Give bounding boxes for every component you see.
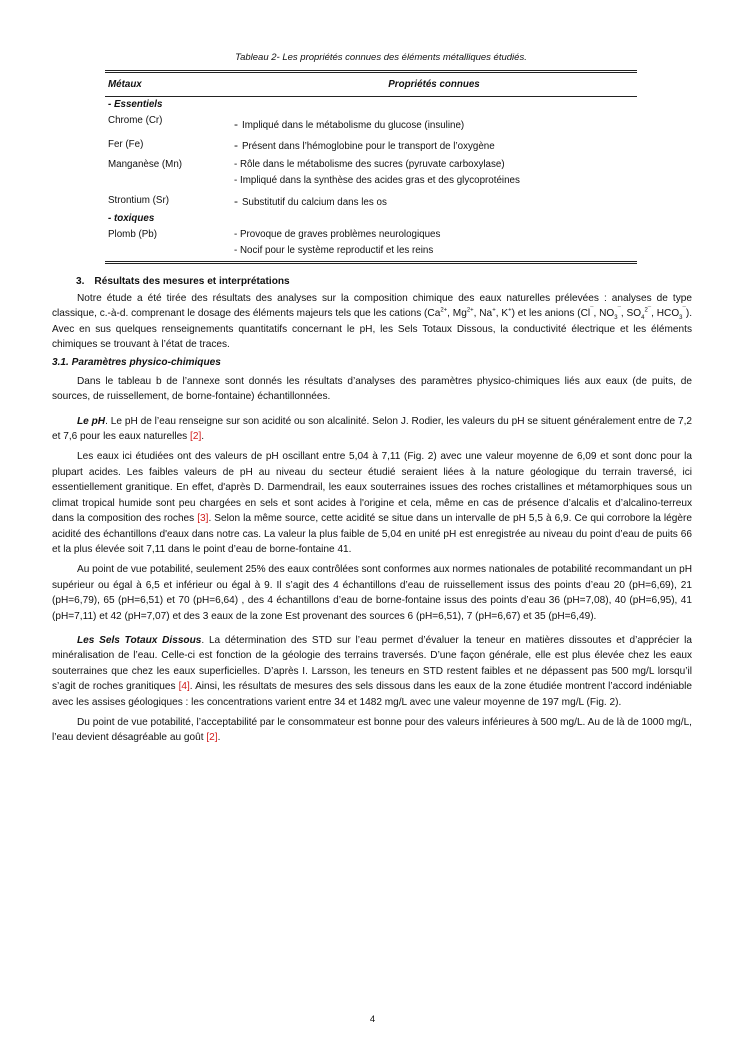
intro-paragraph: Notre étude a été tirée des résultats des analyses sur la composition chimique des eaux naturelles prélevées : analyses de type classique, c.-à-d. comprenant le dosage des éléments majeurs tels que les cations ($Ca^{2+}$, $Mg^{2+}$, Na+, K+) et les anions (Cl¯, $NO_3^¯$, $SO_4^{2¯}$, $HCO_3^¯$). Avec en sus quelques renseignements quantitatifs concernant le pH, les Sels Totaux Dissous, la conductivité électrique et les éléments chimiques se trouvant à l’état de traces. — [52, 292, 693, 351]
group-essential: - Essentiels — [108, 99, 163, 111]
subsection-heading: 3.1. Paramètres physico-chimiques — [52, 357, 221, 369]
citation-link[interactable]: [2] — [190, 431, 202, 443]
header-properties: Propriétés connues — [231, 72, 637, 97]
citation-link[interactable]: [3] — [197, 513, 209, 525]
table-row — [105, 113, 637, 134]
document-page — [52, 50, 692, 746]
page-number: 4 — [369, 1014, 376, 1025]
property-cell: - Provoque de graves problèmes neurologiques - Nocif pour le système reproductif et les reins — [231, 227, 637, 263]
table-row — [105, 134, 637, 155]
metal-cell: Manganèse (Mn) — [108, 159, 183, 171]
citation-link[interactable]: [4] — [178, 681, 190, 693]
metal-cell: Plomb (Pb) — [105, 227, 231, 263]
table-row — [105, 227, 637, 263]
metal-cell: Chrome (Cr) — [108, 115, 163, 127]
group-toxic: - toxiques — [108, 213, 155, 225]
property-cell: - Rôle dans le métabolisme des sucres (pyruvate carboxylase) - Impliqué dans la synthèse des acides gras et des glycoprotéines — [234, 159, 520, 187]
group-row — [105, 211, 637, 227]
property-cell: - Substitutif du calcium dans les os — [234, 194, 387, 209]
header-metal: Métaux — [105, 72, 231, 97]
properties-table — [105, 70, 637, 264]
table-row — [105, 155, 637, 189]
metal-cell: Fer (Fe) — [108, 139, 144, 151]
paragraph: Dans le tableau b de l’annexe sont donnés les résultats d’analyses des paramètres physico-chimiques liés aux eaux (de puits, de sources, de ruissellement, de borne-fontaine) échantillonnées. — [52, 375, 692, 403]
table-header-row — [105, 72, 637, 97]
table-caption: Tableau 2- Les propriétés connues des éléments métalliques étudiés. — [235, 52, 527, 63]
metal-cell: Strontium (Sr) — [108, 195, 169, 207]
paragraph-std: Les Sels Totaux Dissous. La détermination des STD sur l’eau permet d’évaluer la teneur en matières dissoutes et d’apprécier la minéralisation de l’eau. Celle-ci est fonction de la géologie des terrains traversés. D’une façon générale, elle est plus élevée chez les eaux souterraines que chez les eaux superficielles. D’après I. Larsson, les teneurs en STD restent faibles et ne dépassent pas 500 mg/L lorsqu’il s’agit de roches granitiques [4]. Ainsi, les résultats de mesures des sels dissous dans les eaux de la zone étudiée montrent l’accord indéniable avec les assises géologiques : les concentrations varient entre 34 et 1482 mg/L avec une valeur moyenne de 197 mg/L (Fig. 2). — [52, 634, 692, 708]
paragraph-ph: Le pH. Le pH de l’eau renseigne sur son acidité ou son alcalinité. Selon J. Rodier, les valeurs du pH se situent généralement entre de 7,2 et 7,6 pour les eaux naturelles [2]. — [52, 415, 692, 443]
group-row — [105, 97, 637, 114]
section-heading: 3. Résultats des mesures et interprétations — [76, 276, 290, 288]
citation-link[interactable]: [2] — [206, 732, 218, 744]
paragraph: Au point de vue potabilité, seulement 25% des eaux contrôlées sont conformes aux normes nationales de potabilité recommandant un pH supérieur ou égal à 6,5 et inférieur ou égal à 9. Il s’agit des 4 échantillons d’eau de ruissellement issus des points d’eau 20 (pH=6,69), 21 (pH=6,79), 65 (pH=6,51) et 70 (pH=6,64) , des 4 échantillons d’eau de borne-fontaine issus des points d’eau 36 (pH=7,08), 40 (pH=6,95), 41 (pH=7,11) et 42 (pH=7,07) et des 3 eaux de la zone Est provenant des sources 6 (pH=6,51), 7 (pH=6,67) et 35 (pH=6,49). — [52, 564, 692, 622]
table-row — [105, 189, 637, 211]
property-cell: - Impliqué dans le métabolisme du glucose (insuline) — [234, 117, 465, 132]
paragraph: Les eaux ici étudiées ont des valeurs de pH oscillant entre 5,04 à 7,11 (Fig. 2) avec une valeur moyenne de 6,09 et sont donc pour la plupart acides. Les faibles valeurs de pH au niveau du secteur étudié seraient liées à la nature géologique du terrain traversé, ici essentiellement granitique. En effet, d'après D. Darmendrail, les eaux souterraines issues des roches cristallines et métamorphiques sous un climat tropical humide sont peu chargées en sels et sont acides à l'origine et cela, même en cas de présence d’alcalis et d’alcalino-terreux dans la composition des roches [3]. Selon la même source, cette acidité se situe dans un intervalle de pH 5,5 à 6,9. Ce qui corrobore la légère acidité des échantillons d'eaux dans notre cas. La valeur la plus faible de 5,04 en unité pH est enregistrée au niveau du point d’eau de puits 66 et la plus élevée soit 7,11 dans le point d’eau de borne-fontaine 41. — [52, 451, 692, 555]
paragraph: Du point de vue potabilité, l’acceptabilité par le consommateur est bonne pour des valeurs inférieures à 500 mg/L. Au de là de 1000 mg/L, l’eau devient désagréable au goût [2]. — [52, 716, 692, 744]
property-cell: - Présent dans l’hémoglobine pour le transport de l’oxygène — [234, 138, 495, 153]
